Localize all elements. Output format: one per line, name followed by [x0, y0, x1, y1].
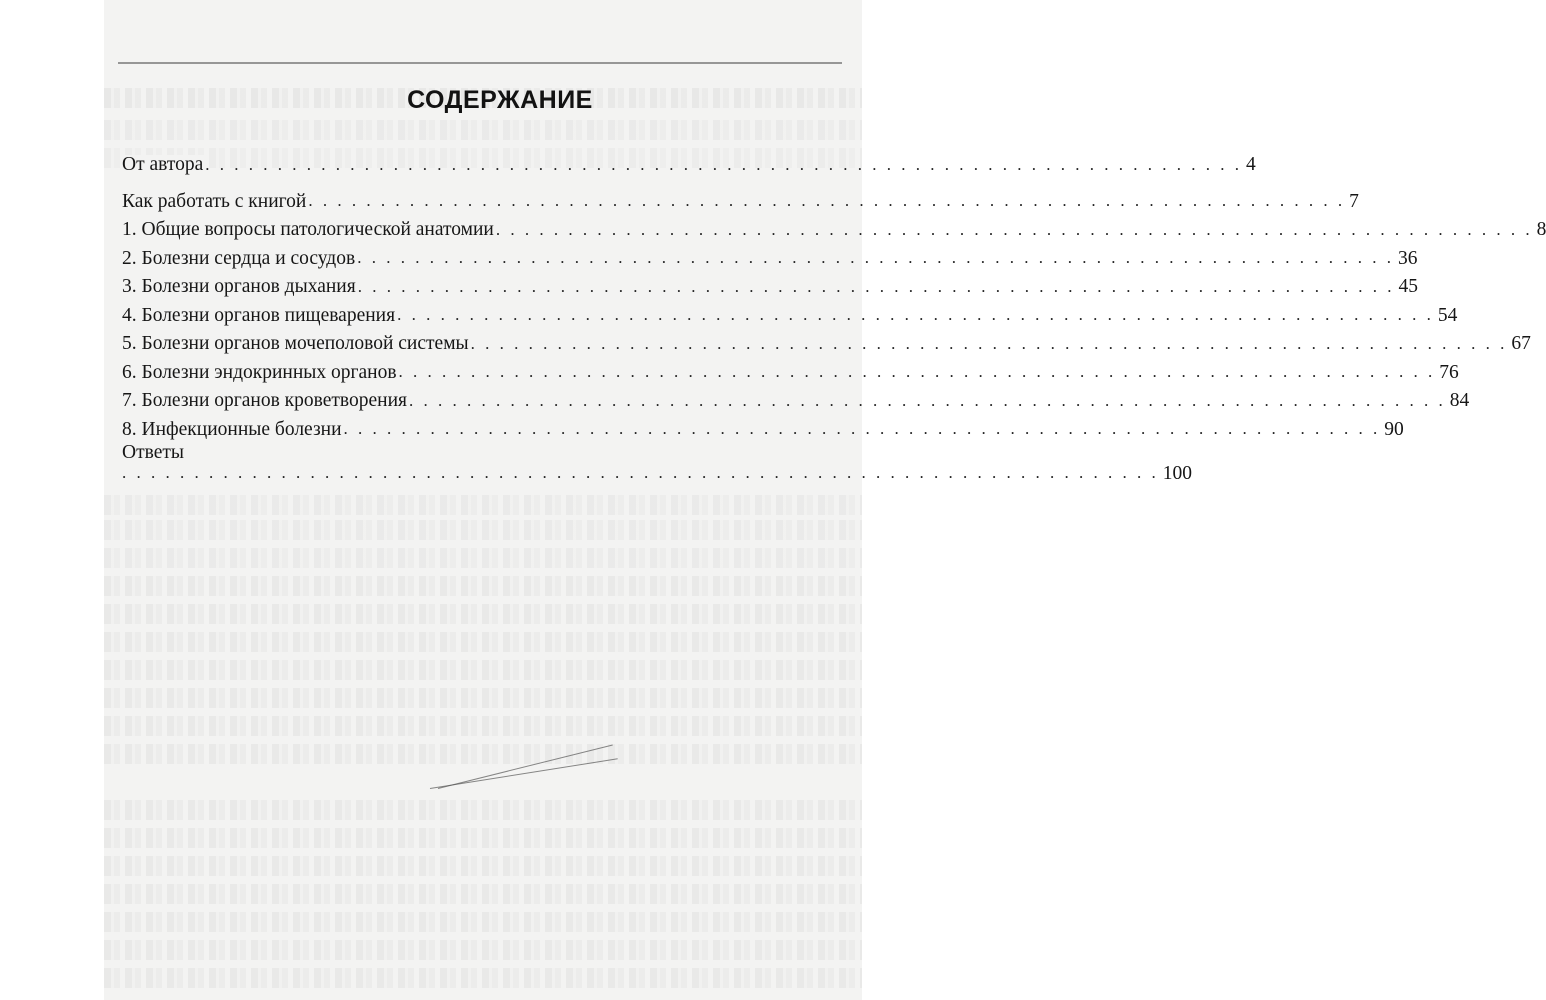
- show-through-text: [104, 495, 862, 515]
- toc-entry-label: Как работать с книгой: [122, 190, 307, 212]
- toc-entry-page: 8: [1536, 219, 1546, 240]
- toc-entry-label: 2. Болезни сердца и сосудов: [122, 247, 356, 269]
- toc-entry: [122, 382, 1470, 411]
- toc-entry-label: 8. Инфекционные болезни: [122, 418, 342, 440]
- toc-leader-dots: . . . . . . . . . . . . . . . . . . . . . . . . . . . . . . . . . . . . . . . . . . . . . . . . . . . . . . . . . . . . . . . . . . . . . . . .: [470, 333, 1508, 353]
- show-through-text: [104, 856, 862, 876]
- show-through-text: [104, 660, 862, 680]
- toc-entry-page: 54: [1437, 304, 1458, 326]
- show-through-text: [104, 632, 862, 652]
- toc-entry-label: 1. Общие вопросы патологической анатомии: [122, 219, 494, 240]
- toc-entry-page: 4: [1246, 154, 1256, 175]
- toc-entry-label: 5. Болезни органов мочеполовой системы: [122, 333, 469, 354]
- toc-entry-label: 6. Болезни эндокринных органов: [122, 361, 397, 383]
- show-through-text: [104, 940, 862, 960]
- header-rule: [118, 62, 842, 64]
- toc-entry-page: 90: [1384, 418, 1404, 440]
- toc-entry: [122, 439, 1192, 484]
- toc-entry-page: 84: [1449, 390, 1470, 411]
- toc-entry: [122, 268, 1418, 297]
- toc-leader-dots: . . . . . . . . . . . . . . . . . . . . . . . . . . . . . . . . . . . . . . . . . . . . . . . . . . . . . . . . . . . . . . . . . . . . . . . .: [495, 219, 1533, 239]
- toc-entry: [122, 240, 1418, 269]
- show-through-text: [104, 716, 862, 736]
- toc-entry-label: 4. Болезни органов пищеварения: [122, 304, 396, 326]
- toc-entry: [122, 411, 1404, 440]
- toc-entry: [122, 183, 1359, 212]
- toc-entry-label: От автора: [122, 154, 204, 175]
- show-through-text: [104, 576, 862, 596]
- toc-leader-dots: . . . . . . . . . . . . . . . . . . . . . . . . . . . . . . . . . . . . . . . . . . . . . . . . . . . . . . . . . . . . . . . . . . . . . . . .: [357, 276, 1395, 296]
- toc-leader-dots: . . . . . . . . . . . . . . . . . . . . . . . . . . . . . . . . . . . . . . . . . . . . . . . . . . . . . . . . . . . . . . . . . . . . . . . .: [122, 463, 1159, 482]
- show-through-text: [104, 828, 862, 848]
- toc-entry: [122, 211, 1546, 240]
- show-through-text: [104, 520, 862, 540]
- show-through-text: [104, 800, 862, 820]
- toc-entry: [122, 146, 1256, 175]
- show-through-text: [104, 548, 862, 568]
- toc-entry-page: 45: [1398, 276, 1418, 297]
- toc-entry-page: 76: [1439, 361, 1459, 383]
- toc-entry-label: 3. Болезни органов дыхания: [122, 276, 356, 297]
- toc-entry-page: 7: [1349, 190, 1359, 212]
- toc-entry-page: 67: [1511, 333, 1531, 354]
- toc-entry-page: 36: [1397, 247, 1418, 269]
- toc-leader-dots: . . . . . . . . . . . . . . . . . . . . . . . . . . . . . . . . . . . . . . . . . . . . . . . . . . . . . . . . . . . . . . . . . . . . . . . .: [398, 362, 1436, 381]
- toc-leader-dots: . . . . . . . . . . . . . . . . . . . . . . . . . . . . . . . . . . . . . . . . . . . . . . . . . . . . . . . . . . . . . . . . . . . . . . . .: [205, 154, 1243, 174]
- show-through-text: [104, 688, 862, 708]
- show-through-text: [104, 912, 862, 932]
- page-margin: [862, 0, 1000, 1000]
- toc-entry: [122, 354, 1459, 383]
- toc-leader-dots: . . . . . . . . . . . . . . . . . . . . . . . . . . . . . . . . . . . . . . . . . . . . . . . . . . . . . . . . . . . . . . . . . . . . . . . .: [308, 191, 1346, 210]
- table-of-contents: [122, 146, 1546, 484]
- toc-entry-page: 100: [1162, 462, 1192, 484]
- page-title: СОДЕРЖАНИЕ: [407, 86, 593, 114]
- toc-entry-label: Ответы: [122, 442, 184, 463]
- show-through-text: [104, 604, 862, 624]
- toc-entry: [122, 325, 1531, 354]
- show-through-text: [104, 120, 862, 140]
- toc-leader-dots: . . . . . . . . . . . . . . . . . . . . . . . . . . . . . . . . . . . . . . . . . . . . . . . . . . . . . . . . . . . . . . . . . . . . . . . .: [397, 305, 1434, 324]
- show-through-text: [104, 968, 862, 988]
- toc-leader-dots: . . . . . . . . . . . . . . . . . . . . . . . . . . . . . . . . . . . . . . . . . . . . . . . . . . . . . . . . . . . . . . . . . . . . . . . .: [343, 419, 1381, 438]
- show-through-text: [104, 884, 862, 904]
- show-through-text: [104, 744, 862, 764]
- toc-leader-dots: . . . . . . . . . . . . . . . . . . . . . . . . . . . . . . . . . . . . . . . . . . . . . . . . . . . . . . . . . . . . . . . . . . . . . . . .: [357, 248, 1394, 267]
- toc-entry-label: 7. Болезни органов кроветворения: [122, 390, 407, 411]
- toc-entry: [122, 297, 1458, 326]
- toc-leader-dots: . . . . . . . . . . . . . . . . . . . . . . . . . . . . . . . . . . . . . . . . . . . . . . . . . . . . . . . . . . . . . . . . . . . . . . . .: [409, 390, 1446, 410]
